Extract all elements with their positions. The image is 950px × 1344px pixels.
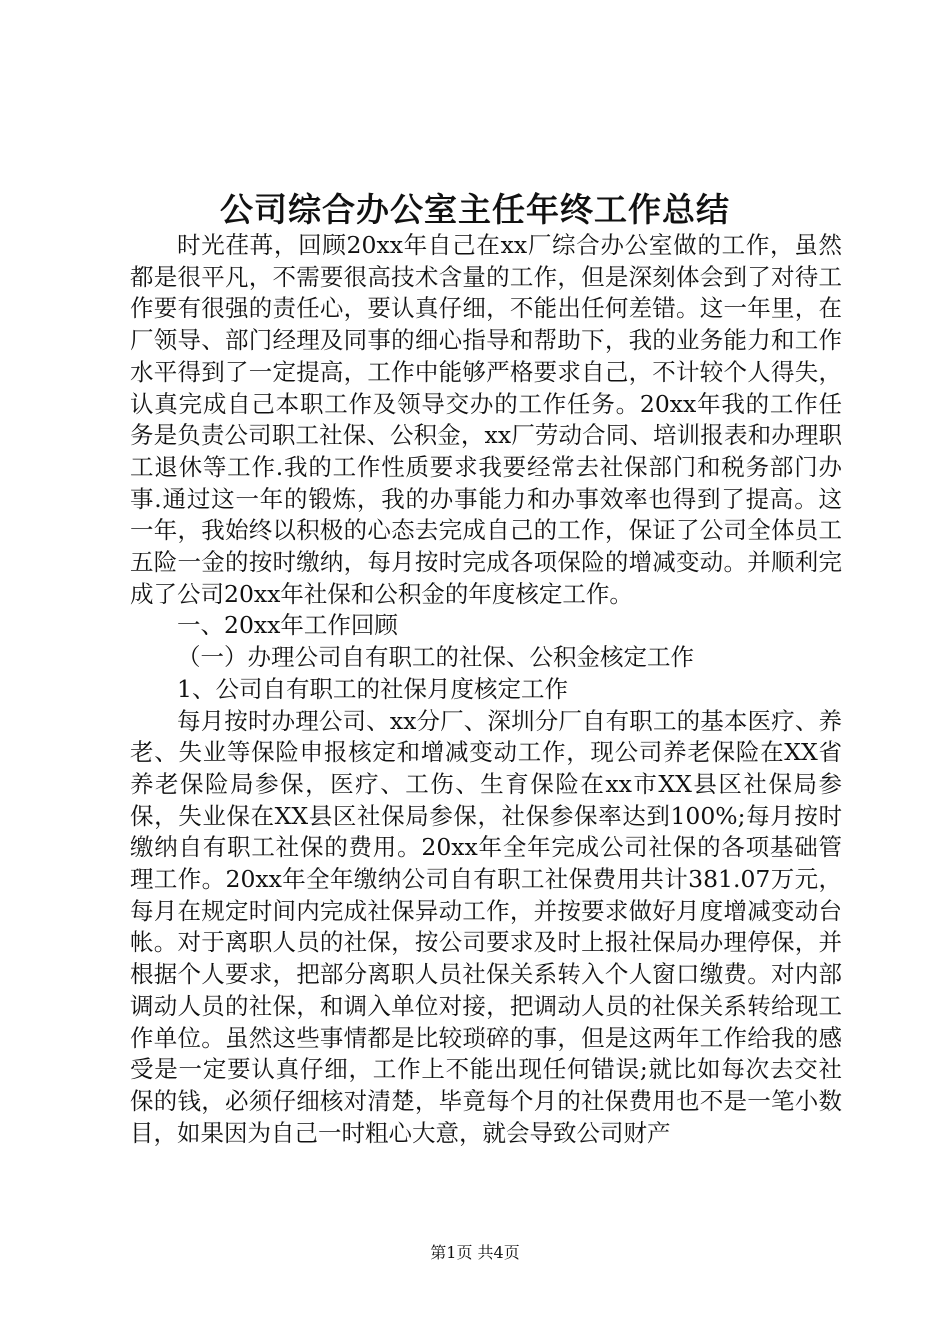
paragraph-intro: 时光荏苒，回顾20xx年自己在xx厂综合办公室做的工作，虽然都是很平凡，不需要很高技术含量的工作，但是深刻体会到了对待工作要有很强的责任心，要认真仔细，不能出任何差错。这一年里，在厂领导、部门经理及同事的细心指导和帮助下，我的业务能力和工作水平得到了一定提高，工作中能够严格要求自己，不计较个人得失，认真完成自己本职工作及领导交办的工作任务。20xx年我的工作任务是负责公司职工社保、公积金，xx厂劳动合同、培训报表和办理职工退休等工作.我的工作性质要求我要经常去社保部门和税务部门办事.通过这一年的锻炼，我的办事能力和办事效率也得到了提高。这一年，我始终以积极的心态去完成自己的工作，保证了公司全体员工五险一金的按时缴纳，每月按时完成各项保险的增减变动。并顺利完成了公司20xx年社保和公积金的年度核定工作。 xyxy=(130,231,842,608)
document-title: 公司综合办公室主任年终工作总结 xyxy=(220,190,730,229)
heading-section-1: 一、20xx年工作回顾 xyxy=(177,611,398,640)
heading-subsection-1: （一）办理公司自有职工的社保、公积金核定工作 xyxy=(177,643,694,672)
page-footer: 第1页 共4页 xyxy=(430,1243,520,1262)
heading-item-1: 1、公司自有职工的社保月度核定工作 xyxy=(177,674,568,703)
paragraph-social-insurance: 每月按时办理公司、xx分厂、深圳分厂自有职工的基本医疗、养老、失业等保险申报核定和增减变动工作，现公司养老保险在XX省养老保险局参保，医疗、工伤、生育保险在xx市XX县区社保局参保，失业保在XX县区社保局参保，社保参保率达到100%;每月按时缴纳自有职工社保的费用。20xx年全年完成公司社保的各项基础管理工作。20xx年全年缴纳公司自有职工社保费用共计381.07万元，每月在规定时间内完成社保异动工作，并按要求做好月度增减变动台帐。对于离职人员的社保，按公司要求及时上报社保局办理停保，并根据个人要求，把部分离职人员社保关系转入个人窗口缴费。对内部调动人员的社保，和调入单位对接，把调动人员的社保关系转给现工作单位。虽然这些事情都是比较琐碎的事，但是这两年工作给我的感受是一定要认真仔细，工作上不能出现任何错误;就比如每次去交社保的钱，必须仔细核对清楚，毕竟每个月的社保费用也不是一笔小数目，如果因为自己一时粗心大意，就会导致公司财产 xyxy=(130,706,842,1147)
document-body xyxy=(130,230,842,1149)
